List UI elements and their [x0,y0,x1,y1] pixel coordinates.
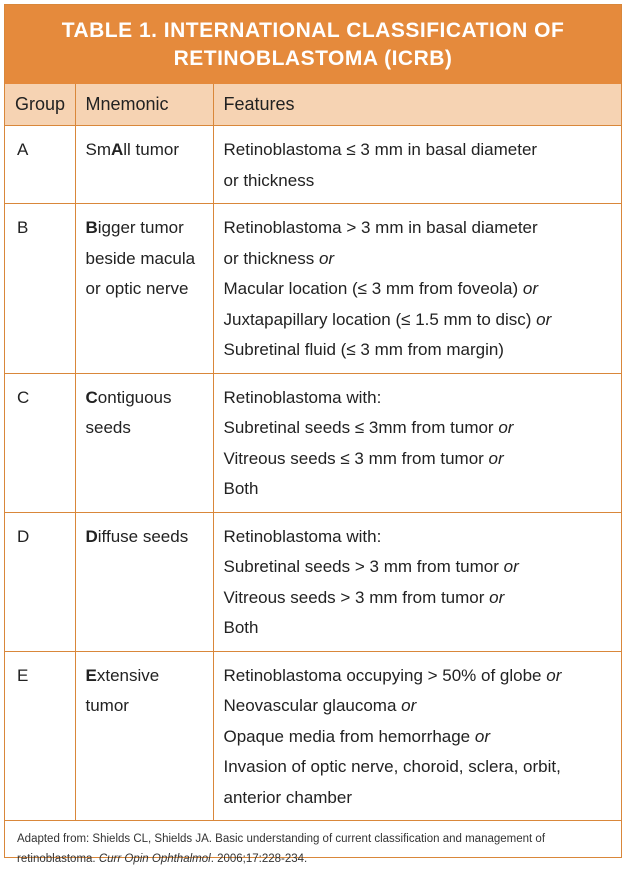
mnemonic-emphasis: B [85,218,98,237]
mnemonic-cell [75,512,213,651]
group-cell: D [5,512,75,651]
feature-line [224,305,612,336]
title-line-2: RETINOBLASTOMA (ICRB) [173,46,453,70]
feature-text: Vitreous seeds > 3 mm from tumor [223,587,490,607]
feature-line [224,522,612,553]
mnemonic-cell [75,204,213,374]
mnemonic-text: xtensive [96,665,160,685]
mnemonic-text: beside macula [85,248,196,268]
feature-line [224,613,612,644]
feature-text: Subretinal seeds > 3 mm from tumor [223,557,504,576]
mnemonic-text: iffuse seeds [97,526,189,546]
feature-line [224,552,612,583]
mnemonic-emphasis: E [85,665,97,685]
mnemonic-text: igger tumor [97,218,184,237]
mnemonic-line [86,691,203,722]
classification-table [5,84,621,821]
feature-emphasis: or [401,696,417,715]
feature-line [224,244,612,275]
table-row-group-b [5,204,621,374]
feature-emphasis: or [498,418,514,437]
mnemonic-emphasis: D [85,526,98,546]
feature-line [224,752,612,783]
mnemonic-text: or optic nerve [85,279,189,298]
feature-emphasis: or [522,279,538,298]
features-cell [213,204,621,374]
mnemonic-line [86,383,203,414]
feature-text: Vitreous seeds ≤ 3 mm from tumor [223,448,489,468]
group-cell: B [5,204,75,374]
feature-emphasis: or [489,587,505,607]
features-cell [213,651,621,821]
features-cell [213,512,621,651]
table-title [5,5,621,84]
mnemonic-line [86,213,203,244]
mnemonic-emphasis: C [85,387,98,407]
table-row-group-a [5,126,621,204]
feature-line [224,135,612,166]
table-row-group-d [5,512,621,651]
feature-text: Opaque media from hemorrhage [223,726,475,746]
feature-line [224,583,612,614]
source-journal: Curr Opin Ophthalmol [98,853,211,865]
table-row-group-e [5,651,621,821]
feature-text: Subretinal seeds ≤ 3mm from tumor [223,418,499,437]
table-frame [4,4,622,865]
feature-text: Macular location (≤ 3 mm from foveola) [223,279,523,298]
feature-text: Both [223,479,259,498]
mnemonic-emphasis: A [111,140,124,159]
mnemonic-text: ll tumor [123,140,180,159]
feature-text: Both [223,618,259,637]
mnemonic-text: seeds [85,418,131,437]
source-line-2-a: retinoblastoma. [17,853,99,865]
mnemonic-text: ontiguous [97,387,172,407]
feature-emphasis: or [546,665,562,685]
feature-text: Invasion of optic nerve, choroid, sclera, orbit, [223,757,561,776]
feature-line [224,722,612,753]
feature-text: Neovascular glaucoma [223,696,402,715]
feature-text: or thickness [223,248,319,268]
mnemonic-cell [75,126,213,204]
feature-text: Retinoblastoma with: [223,526,382,546]
header-group: Group [5,84,75,126]
source-note [5,821,621,877]
table-row-group-c [5,373,621,512]
header-row [5,84,621,126]
feature-line [224,474,612,505]
feature-emphasis: or [474,726,490,746]
source-line-1: Adapted from: Shields CL, Shields JA. Basic understanding of current classification and management of [17,833,546,845]
mnemonic-line [86,135,203,166]
feature-text: Retinoblastoma with: [223,387,382,407]
feature-line [224,383,612,414]
feature-line [224,413,612,444]
feature-text: Retinoblastoma occupying > 50% of globe [223,665,547,685]
feature-line [224,213,612,244]
source-line-2-b: . 2006;17:228-234. [210,853,308,865]
feature-line [224,783,612,814]
feature-emphasis: or [536,309,552,329]
feature-text: or thickness [223,170,315,190]
feature-line [224,661,612,692]
mnemonic-cell [75,651,213,821]
feature-text: Juxtapapillary location (≤ 1.5 mm to disc) [223,309,537,329]
feature-line [224,335,612,366]
mnemonic-cell [75,373,213,512]
feature-text: Subretinal fluid (≤ 3 mm from margin) [223,340,504,359]
feature-line [224,166,612,197]
feature-text: Retinoblastoma > 3 mm in basal diameter [223,218,538,237]
feature-line [224,444,612,475]
features-cell [213,373,621,512]
group-cell: A [5,126,75,204]
mnemonic-line [86,522,203,553]
feature-line [224,274,612,305]
feature-emphasis: or [503,557,519,576]
header-features: Features [213,84,621,126]
feature-text: Retinoblastoma ≤ 3 mm in basal diameter [223,140,538,159]
title-line-1: TABLE 1. INTERNATIONAL CLASSIFICATION OF [61,18,565,42]
mnemonic-text: tumor [85,696,129,715]
feature-line [224,691,612,722]
group-cell: C [5,373,75,512]
feature-emphasis: or [488,448,504,468]
feature-text: anterior chamber [223,787,353,807]
features-cell [213,126,621,204]
feature-emphasis: or [318,248,335,268]
mnemonic-line [86,661,203,692]
mnemonic-line [86,244,203,275]
header-mnemonic: Mnemonic [75,84,213,126]
mnemonic-text: Sm [85,140,111,159]
mnemonic-line [86,413,203,444]
mnemonic-line [86,274,203,305]
group-cell: E [5,651,75,821]
